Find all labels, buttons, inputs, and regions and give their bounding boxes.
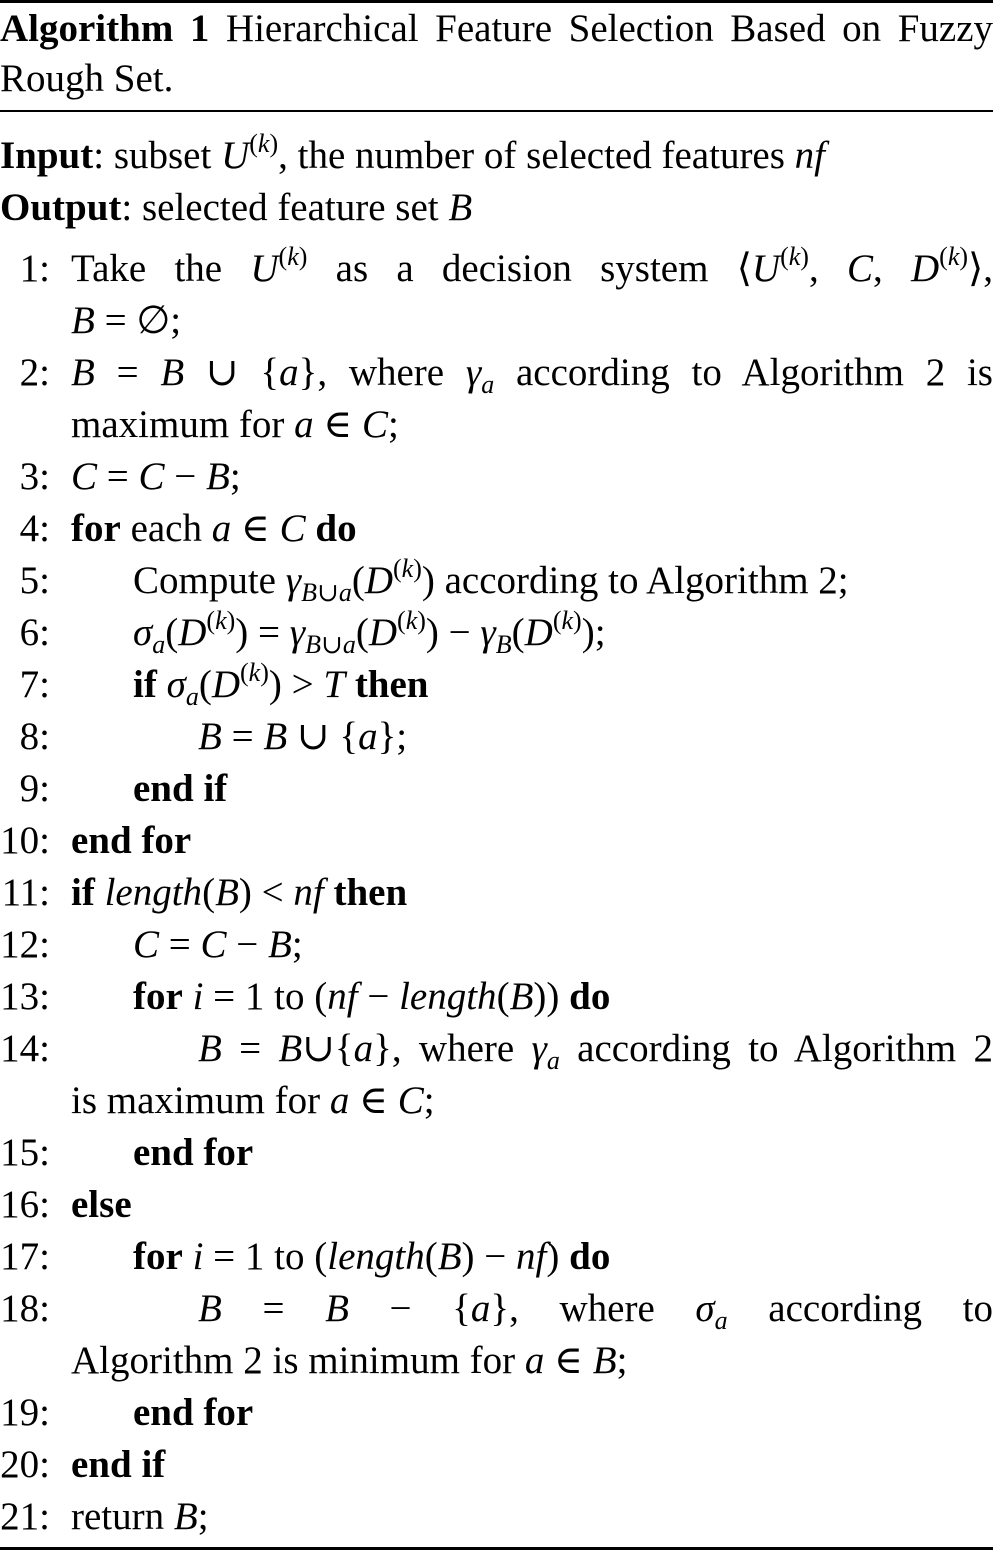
- input-text: : subset $U^{(k)}$, the number of selected features nf: [93, 129, 826, 177]
- output-label: Output: [0, 186, 122, 229]
- line-number: 5:: [19, 559, 50, 602]
- line-number: 2:: [19, 351, 50, 394]
- line-number: 6:: [19, 611, 50, 654]
- line-code: if length(B) < nf then: [71, 871, 408, 914]
- algorithm-line: [0, 1179, 993, 1231]
- line-number: 8:: [19, 715, 50, 758]
- algorithm-line: [0, 711, 993, 763]
- line-number: 21:: [0, 1495, 50, 1538]
- line-number: 7:: [19, 663, 50, 706]
- algorithm-line: [0, 1491, 993, 1543]
- line-code: if $\sigma_a(D^{(k)}) > T$ then: [133, 658, 429, 711]
- algorithm-label: Algorithm 1: [0, 7, 210, 50]
- algorithm-caption: [0, 4, 993, 104]
- algorithm-line: [0, 1023, 993, 1075]
- algorithm-line: [0, 607, 993, 659]
- line-number: 1:: [19, 247, 50, 290]
- line-code: else: [71, 1183, 132, 1226]
- line-number: 9:: [19, 767, 50, 810]
- line-continuation: B = ∅;: [71, 299, 182, 342]
- line-number: 4:: [19, 507, 50, 550]
- algorithm-line: [0, 1231, 993, 1283]
- line-code: Compute $\gamma_{B\cup a}(D^{(k)})$ according to Algorithm 2;: [133, 554, 849, 607]
- algorithm-line: [0, 919, 993, 971]
- algorithm-line: [0, 451, 993, 503]
- algorithm-line: [0, 867, 993, 919]
- line-code: B = B ∪ {a};: [198, 715, 408, 758]
- line-code: C = C − B;: [71, 455, 241, 498]
- bottom-rule: [0, 1547, 993, 1550]
- algorithm-line: [0, 971, 993, 1023]
- caption-rule: [0, 110, 993, 112]
- algorithm-line: [0, 347, 993, 399]
- algorithm-line: [0, 659, 993, 711]
- line-number: 19:: [0, 1391, 50, 1434]
- line-number: 17:: [0, 1235, 50, 1278]
- algorithm-title: Hierarchical Feature Selection Based on Fuzzy Rough Set.: [0, 7, 993, 100]
- algorithm-line: [0, 1387, 993, 1439]
- top-rule: [0, 0, 993, 3]
- line-code: for each a ∈ C do: [71, 507, 357, 550]
- line-number: 13:: [0, 975, 50, 1018]
- line-number: 14:: [0, 1027, 50, 1070]
- line-code: end for: [71, 819, 192, 862]
- line-number: 15:: [0, 1131, 50, 1174]
- line-continuation: is maximum for a ∈ C;: [71, 1079, 435, 1122]
- algorithm-line: [0, 1439, 993, 1491]
- line-code: B = B∪{a}, where $\gamma_a$ according to Algorithm 2: [198, 1027, 993, 1075]
- algorithm-line: [0, 1283, 993, 1335]
- line-number: 18:: [0, 1287, 50, 1330]
- algorithm-line: [0, 503, 993, 555]
- line-code: Take the $U^{(k)}$ as a decision system $⟨U^{(k)}$, C, $D^{(k)}⟩$,: [71, 242, 993, 290]
- line-number: 20:: [0, 1443, 50, 1486]
- line-number: 16:: [0, 1183, 50, 1226]
- line-continuation: Algorithm 2 is minimum for a ∈ B;: [71, 1339, 628, 1382]
- line-code: end for: [133, 1131, 254, 1174]
- line-code: end for: [133, 1391, 254, 1434]
- input-line: [0, 130, 993, 182]
- line-code: end if: [133, 767, 228, 810]
- algorithm-line: [0, 243, 993, 295]
- line-continuation: maximum for a ∈ C;: [71, 403, 399, 446]
- line-code: end if: [71, 1443, 166, 1486]
- line-number: 10:: [0, 819, 50, 862]
- line-number: 11:: [1, 871, 50, 914]
- output-line: [0, 182, 993, 234]
- line-code: C = C − B;: [133, 923, 303, 966]
- line-code: return B;: [71, 1495, 209, 1538]
- output-text: : selected feature set B: [121, 186, 473, 229]
- algorithm-line: [0, 815, 993, 867]
- line-code: $\sigma_a(D^{(k)}) = \gamma_{B\cup a}(D^{(k)}) - \gamma_B(D^{(k)})$;: [133, 606, 606, 659]
- line-code: B = B − {a}, where $\sigma_a$ according to: [198, 1287, 993, 1335]
- line-code: for i = 1 to (length(B) − nf) do: [133, 1235, 611, 1278]
- input-label: Input: [0, 134, 94, 177]
- algorithm-line: [0, 763, 993, 815]
- line-code: B = B ∪ {a}, where $\gamma_a$ according to Algorithm 2 is: [71, 351, 993, 399]
- algorithm-line: [0, 555, 993, 607]
- line-number: 3:: [19, 455, 50, 498]
- algorithm-line: [0, 1127, 993, 1179]
- line-code: for i = 1 to (nf − length(B)) do: [133, 975, 611, 1018]
- line-number: 12:: [0, 923, 50, 966]
